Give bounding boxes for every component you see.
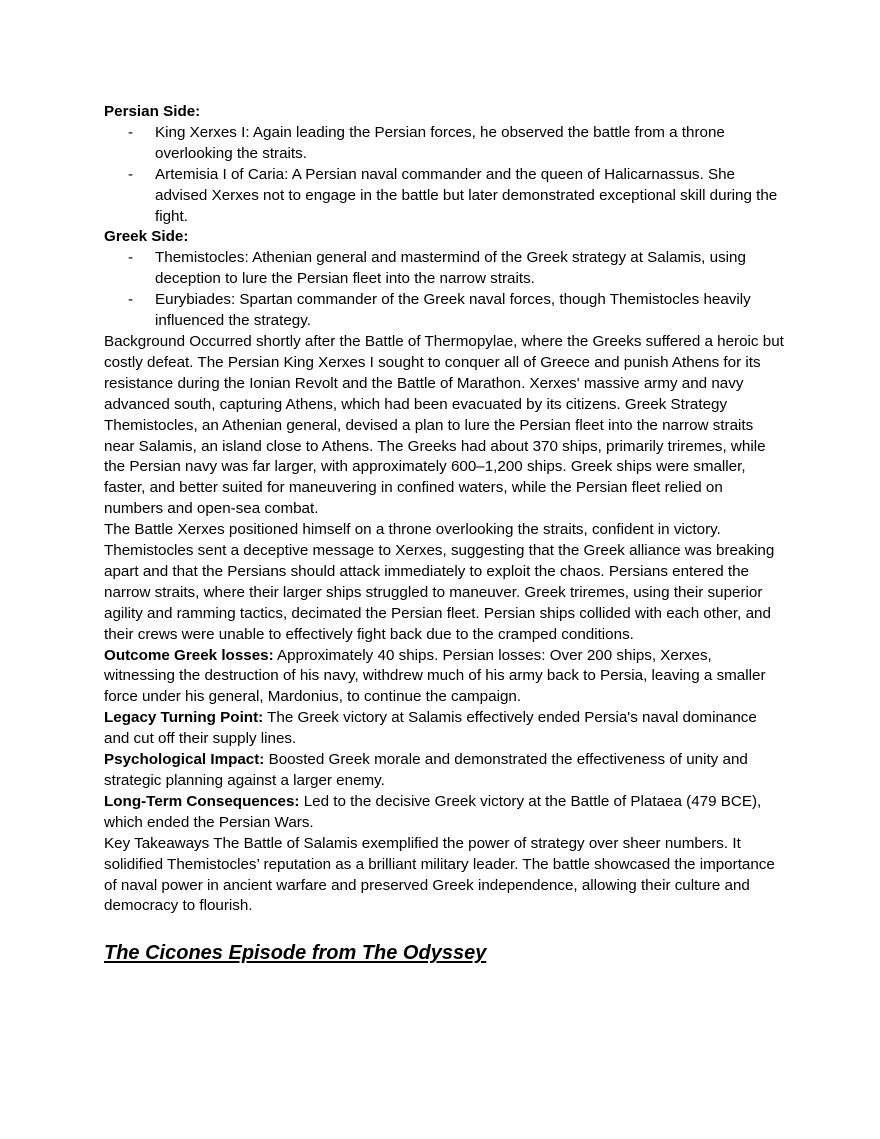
psychological-label: Psychological Impact:	[104, 751, 265, 769]
takeaways-paragraph: Key Takeaways The Battle of Salamis exemplified the power of strategy over sheer numbers. It solidified Themistocles’ reputation as a brilliant military leader. The battle showcased the importance of naval power in ancient warfare and preserved Greek independence, allowing their culture and democracy to flourish.	[104, 834, 775, 915]
dash-bullet: -	[128, 123, 134, 141]
list-item-text: Eurybiades: Spartan commander of the Greek naval forces, though Themistocles heavily influenced the strategy.	[155, 291, 751, 330]
dash-bullet: -	[128, 249, 134, 267]
legacy-paragraph	[104, 708, 784, 750]
section-title: The Cicones Episode from The Odyssey	[104, 942, 487, 965]
long-term-text: Led to the decisive Greek victory at the Battle of Plataea (479 BCE), which ended the Persian Wars.	[104, 792, 762, 831]
list-item	[104, 248, 784, 290]
list-item-text: Themistocles: Athenian general and mastermind of the Greek strategy at Salamis, using deception to lure the Persian fleet into the narrow straits.	[155, 249, 746, 288]
dash-bullet: -	[128, 165, 134, 183]
long-term-label: Long-Term Consequences:	[104, 792, 300, 810]
persian-side-heading: Persian Side:	[104, 103, 201, 120]
greek-side-list	[104, 248, 784, 332]
outcome-label: Outcome Greek losses:	[104, 646, 274, 664]
long-term-paragraph	[104, 792, 784, 834]
document-page	[104, 102, 784, 966]
psychological-text: Boosted Greek morale and demonstrated the effectiveness of unity and strategic planning against a larger enemy.	[104, 751, 748, 789]
list-item-text: Artemisia I of Caria: A Persian naval commander and the queen of Halicarnassus. She advised Xerxes not to engage in the battle but later demonstrated exceptional skill during the fight.	[155, 165, 778, 225]
dash-bullet: -	[128, 291, 134, 309]
battle-paragraph: The Battle Xerxes positioned himself on a throne overlooking the straits, confident in victory. Themistocles sent a deceptive message to Xerxes, suggesting that the Greek alliance was breaking apart and that the Persians should attack immediately to exploit the chaos. Persians entered the narrow straits, where their larger ships struggled to maneuver. Greek triremes, using their superior agility and ramming tactics, decimated the Persian fleet. Persian ships collided with each other, and their crews were unable to effectively fight back due to the cramped conditions.	[104, 521, 775, 643]
legacy-label: Legacy Turning Point:	[104, 709, 264, 727]
list-item	[104, 290, 784, 332]
psychological-paragraph	[104, 750, 784, 792]
list-item-text: King Xerxes I: Again leading the Persian forces, he observed the battle from a throne overlooking the straits.	[155, 123, 725, 162]
outcome-text: Approximately 40 ships. Persian losses: Over 200 ships, Xerxes, witnessing the destruction of his navy, withdrew much of his army back to Persia, leaving a smaller force under his general, Mardonius, to continue the campaign.	[104, 646, 766, 706]
persian-side-list	[104, 123, 784, 228]
background-paragraph: Background Occurred shortly after the Battle of Thermopylae, where the Greeks suffered a heroic but costly defeat. The Persian King Xerxes I sought to conquer all of Greece and punish Athens for its resistance during the Ionian Revolt and the Battle of Marathon. Xerxes' massive army and navy advanced south, capturing Athens, which had been evacuated by its citizens. Greek Strategy Themistocles, an Athenian general, devised a plan to lure the Persian fleet into the narrow straits near Salamis, an island close to Athens. The Greeks had about 370 ships, primarily triremes, while the Persian navy was far larger, with approximately 600–1,200 ships. Greek ships were smaller, faster, and better suited for maneuvering in confined waters, while the Persian fleet relied on numbers and open-sea combat.	[104, 332, 784, 518]
greek-side-heading: Greek Side:	[104, 228, 189, 246]
outcome-paragraph	[104, 646, 784, 709]
legacy-text: The Greek victory at Salamis effectively ended Persia's naval dominance and cut off their supply lines.	[104, 709, 757, 748]
list-item	[104, 165, 784, 228]
list-item	[104, 123, 784, 165]
